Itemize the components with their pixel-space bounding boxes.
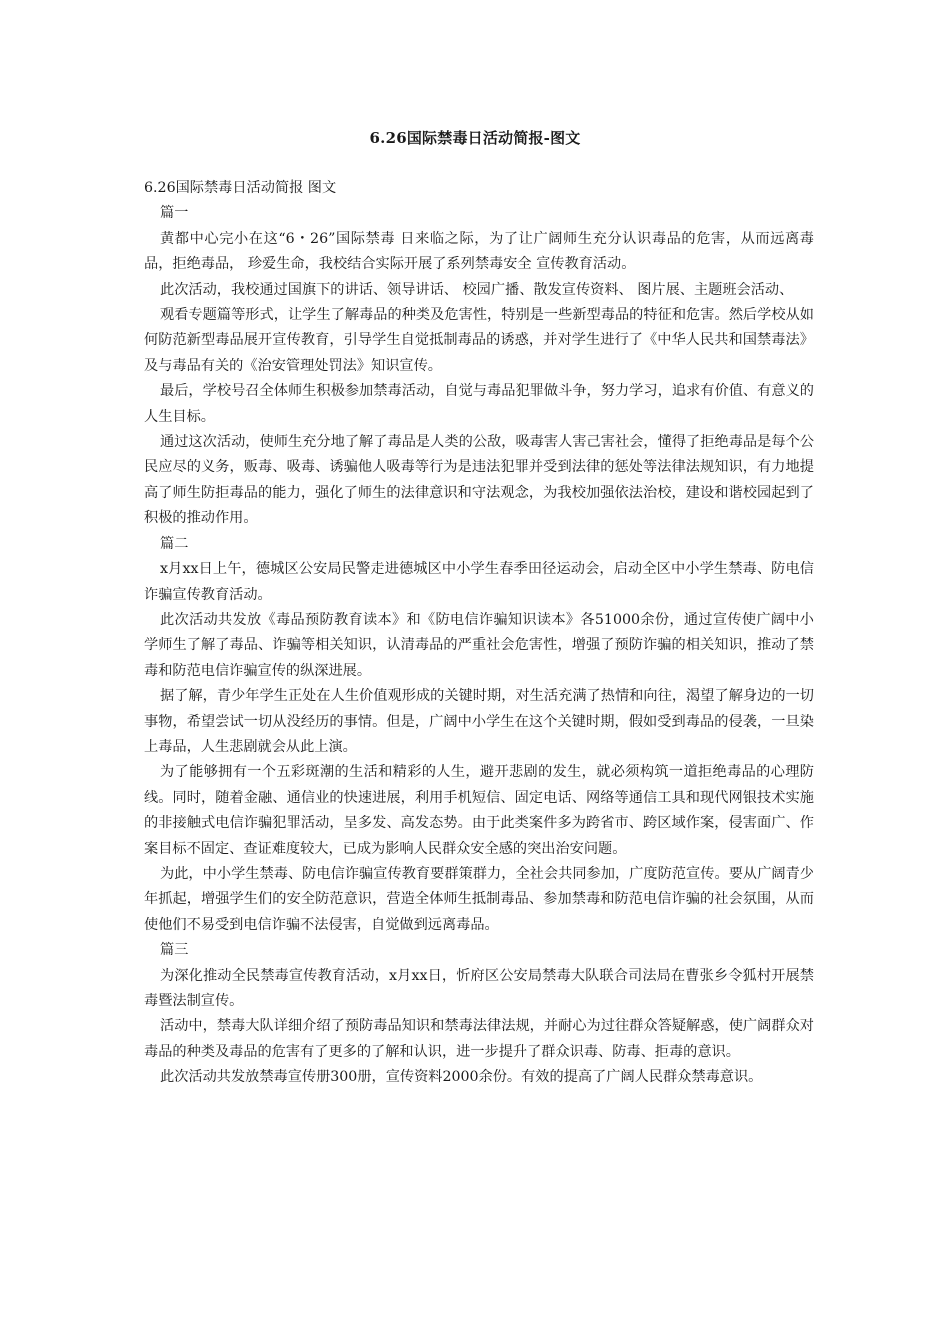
paragraph: 黄都中心完小在这“6・26”国际禁毒 日来临之际，为了让广阔师生充分认识毒品的危害，从而远离毒品，拒绝毒品， 珍爱生命，我校结合实际开展了系列禁毒安全 宣传教育活动。 xyxy=(144,230,814,273)
paragraph: 此次活动共发放禁毒宣传册300册，宣传资料2000余份。有效的提高了广阔人民群众禁毒意识。 xyxy=(160,1069,763,1086)
document-body xyxy=(144,176,814,1091)
paragraph: 此次活动共发放《毒品预防教育读本》和《防电信诈骗知识读本》各51000余份，通过宣传使广阔中小学师生了解了毒品、诈骗等相关知识，认清毒品的严重社会危害性，增强了预防诈骗的相关知识，推动了禁毒和防范电信诈骗宣传的纵深进展。 xyxy=(144,611,814,679)
section-heading-3: 篇三 xyxy=(160,942,189,959)
paragraph: 观看专题篇等形式，让学生了解毒品的种类及危害性，特别是一些新型毒品的特征和危害。然后学校从如何防范新型毒品展开宣传教育，引导学生自觉抵制毒品的诱惑，并对学生进行了《中华人民共和国禁毒法》及与毒品有关的《治安管理处罚法》知识宣传。 xyxy=(144,307,814,374)
paragraph: 此次活动，我校通过国旗下的讲话、领导讲话、 校园广播、散发宣传资料、 图片展、主题班会活动、 xyxy=(160,281,794,298)
section-heading-1: 篇一 xyxy=(160,205,189,222)
document-title: 6.26国际禁毒日活动简报-图文 xyxy=(369,129,581,147)
paragraph: 据了解，青少年学生正处在人生价值观形成的关键时期，对生活充满了热情和向往，渴望了解身边的一切事物，希望尝试一切从没经历的事情。但是，广阔中小学生在这个关键时期，假如受到毒品的侵袭，一旦染上毒品，人生悲剧就会从此上演。 xyxy=(144,688,814,755)
paragraph: 为此，中小学生禁毒、防电信诈骗宣传教育要群策群力，全社会共同参加，广度防范宣传。要从广阔青少年抓起，增强学生们的安全防范意识，营造全体师生抵制毒品、参加禁毒和防范电信诈骗的社会氛围，从而使他们不易受到电信诈骗不法侵害，自觉做到远离毒品。 xyxy=(144,865,814,933)
paragraph: 为了能够拥有一个五彩斑潮的生活和精彩的人生，避开悲剧的发生，就必须构筑一道拒绝毒品的心理防线。同时，随着金融、通信业的快速进展，利用手机短信、固定电话、网络等通信工具和现代网银技术实施的非接触式电信诈骗犯罪活动，呈多发、高发态势。由于此类案件多为跨省市、跨区域作案，侵害面广、作案目标不固定、查证难度较大，已成为影响人民群众安全感的突出治安问题。 xyxy=(144,764,814,857)
document-subtitle: 6.26国际禁毒日活动简报 图文 xyxy=(144,180,337,196)
paragraph: 为深化推动全民禁毒宣传教育活动，x月xx日，忻府区公安局禁毒大队联合司法局在曹张乡令狐村开展禁毒暨法制宣传。 xyxy=(144,967,814,1009)
paragraph: 活动中，禁毒大队详细介绍了预防毒品知识和禁毒法律法规，并耐心为过往群众答疑解惑，使广阔群众对毒品的种类及毒品的危害有了更多的了解和认识，进一步提升了群众识毒、防毒、拒毒的意识。 xyxy=(144,1018,814,1060)
paragraph: x月xx日上午，德城区公安局民警走进德城区中小学生春季田径运动会，启动全区中小学生禁毒、防电信诈骗宣传教育活动。 xyxy=(144,561,814,603)
paragraph: 最后，学校号召全体师生积极参加禁毒活动，自觉与毒品犯罪做斗争，努力学习，追求有价值、有意义的人生目标。 xyxy=(144,383,814,425)
paragraph: 通过这次活动，使师生充分地了解了毒品是人类的公敌，吸毒害人害己害社会，懂得了拒绝毒品是每个公民应尽的义务，贩毒、吸毒、诱骗他人吸毒等行为是违法犯罪并受到法律的惩处等法律法规知识，有力地提高了师生防拒毒品的能力，强化了师生的法律意识和守法观念，为我校加强依法治校，建设和谐校园起到了积极的推动作用。 xyxy=(144,434,814,527)
section-heading-2: 篇二 xyxy=(160,535,189,552)
